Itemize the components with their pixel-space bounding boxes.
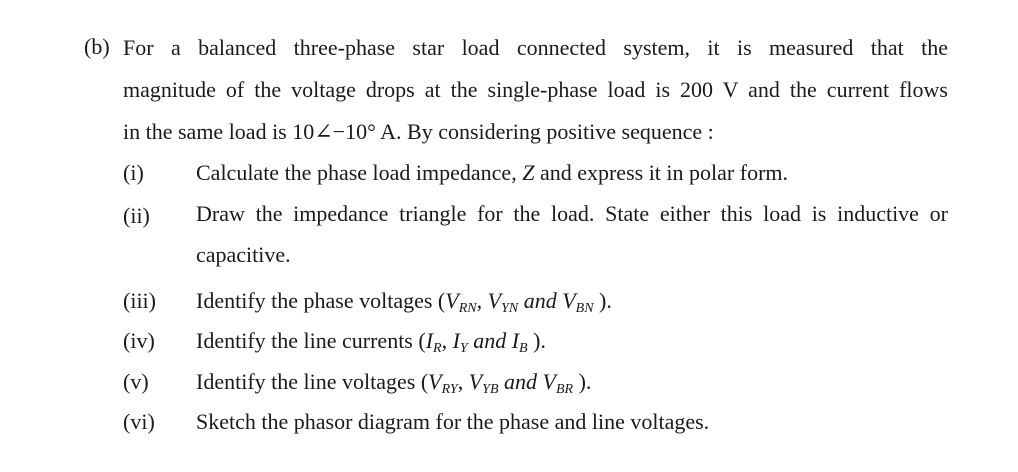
item-v-and: and	[498, 369, 543, 394]
intro-line-3: in the same load is 10∠−10° A. By considering positive sequence :	[123, 119, 714, 144]
item-v-prefix: Identify the line voltages (	[196, 369, 429, 394]
item-number-iii: (iii)	[123, 288, 156, 313]
item-ii-line-1: Draw the impedance triangle for the load. State either this load is inductive or	[196, 201, 948, 226]
item-v-v2: V	[468, 369, 483, 394]
item-v-v3-sub: BR	[555, 382, 574, 397]
item-v-suffix: ).	[573, 369, 592, 394]
item-iv-and: and	[467, 328, 512, 353]
question-intro	[123, 27, 948, 153]
item-v-v3: V	[542, 369, 556, 394]
item-iv-v1: I	[425, 328, 434, 353]
item-iv-v3: I	[511, 328, 520, 353]
item-number-v: (v)	[123, 369, 149, 394]
item-i	[196, 160, 956, 186]
item-v-v1: V	[428, 369, 442, 394]
item-iv-v1-sub: R	[433, 341, 442, 356]
item-v-v1-sub: RY	[441, 382, 458, 397]
item-number-ii: (ii)	[123, 203, 150, 228]
item-iv-v3-sub: B	[519, 341, 528, 356]
item-iii-v2: V	[487, 288, 502, 313]
item-v-v2-sub: YB	[482, 382, 499, 397]
item-iv: Identify the line currents ($I_R$, $I_Y$ and $I_B$ ).	[196, 328, 546, 356]
item-vi-text: Sketch the phasor diagram for the phase and line voltages.	[196, 409, 710, 434]
item-iii-v3: V	[562, 288, 576, 313]
item-number-vi: (vi)	[123, 409, 155, 434]
intro-line-2: magnitude of the voltage drops at the single-phase load is 200 V and the current flows	[123, 77, 948, 102]
intro-line-1: For a balanced three-phase star load connected system, it is measured that the	[123, 35, 948, 60]
item-iii-v1: V	[445, 288, 459, 313]
item-iii-prefix: Identify the phase voltages (	[196, 288, 446, 313]
item-iv-suffix: ).	[527, 328, 546, 353]
item-iv-v2-sub: Y	[459, 341, 468, 356]
item-number-iv: (iv)	[123, 328, 155, 353]
question-label: (b)	[84, 34, 110, 59]
item-iii-suffix: ).	[593, 288, 612, 313]
item-iv-v2: I	[452, 328, 460, 353]
item-iii-v3-sub: BN	[575, 301, 594, 316]
item-v: Identify the line voltages ($V_{RY}$, $V_{YB}$ and $V_{BR}$ ).	[196, 369, 592, 397]
item-vi	[196, 409, 956, 435]
item-iii-v1-sub: RN	[458, 301, 477, 316]
item-iii-v2-sub: YN	[501, 301, 519, 316]
item-iii: Identify the phase voltages ($V_{RN}$, $V_{YN}$ and $V_{BN}$ ).	[196, 288, 612, 316]
item-i-text-after: and express it in polar form.	[534, 160, 789, 185]
item-number-i: (i)	[123, 160, 144, 185]
item-i-text-before: Calculate the phase load impedance,	[196, 160, 523, 185]
item-iv-prefix: Identify the line currents (	[196, 328, 426, 353]
item-iii-and: and	[518, 288, 563, 313]
item-ii	[196, 193, 948, 275]
item-ii-line-2: capacitive.	[196, 242, 291, 267]
item-i-variable: Z	[522, 160, 535, 185]
